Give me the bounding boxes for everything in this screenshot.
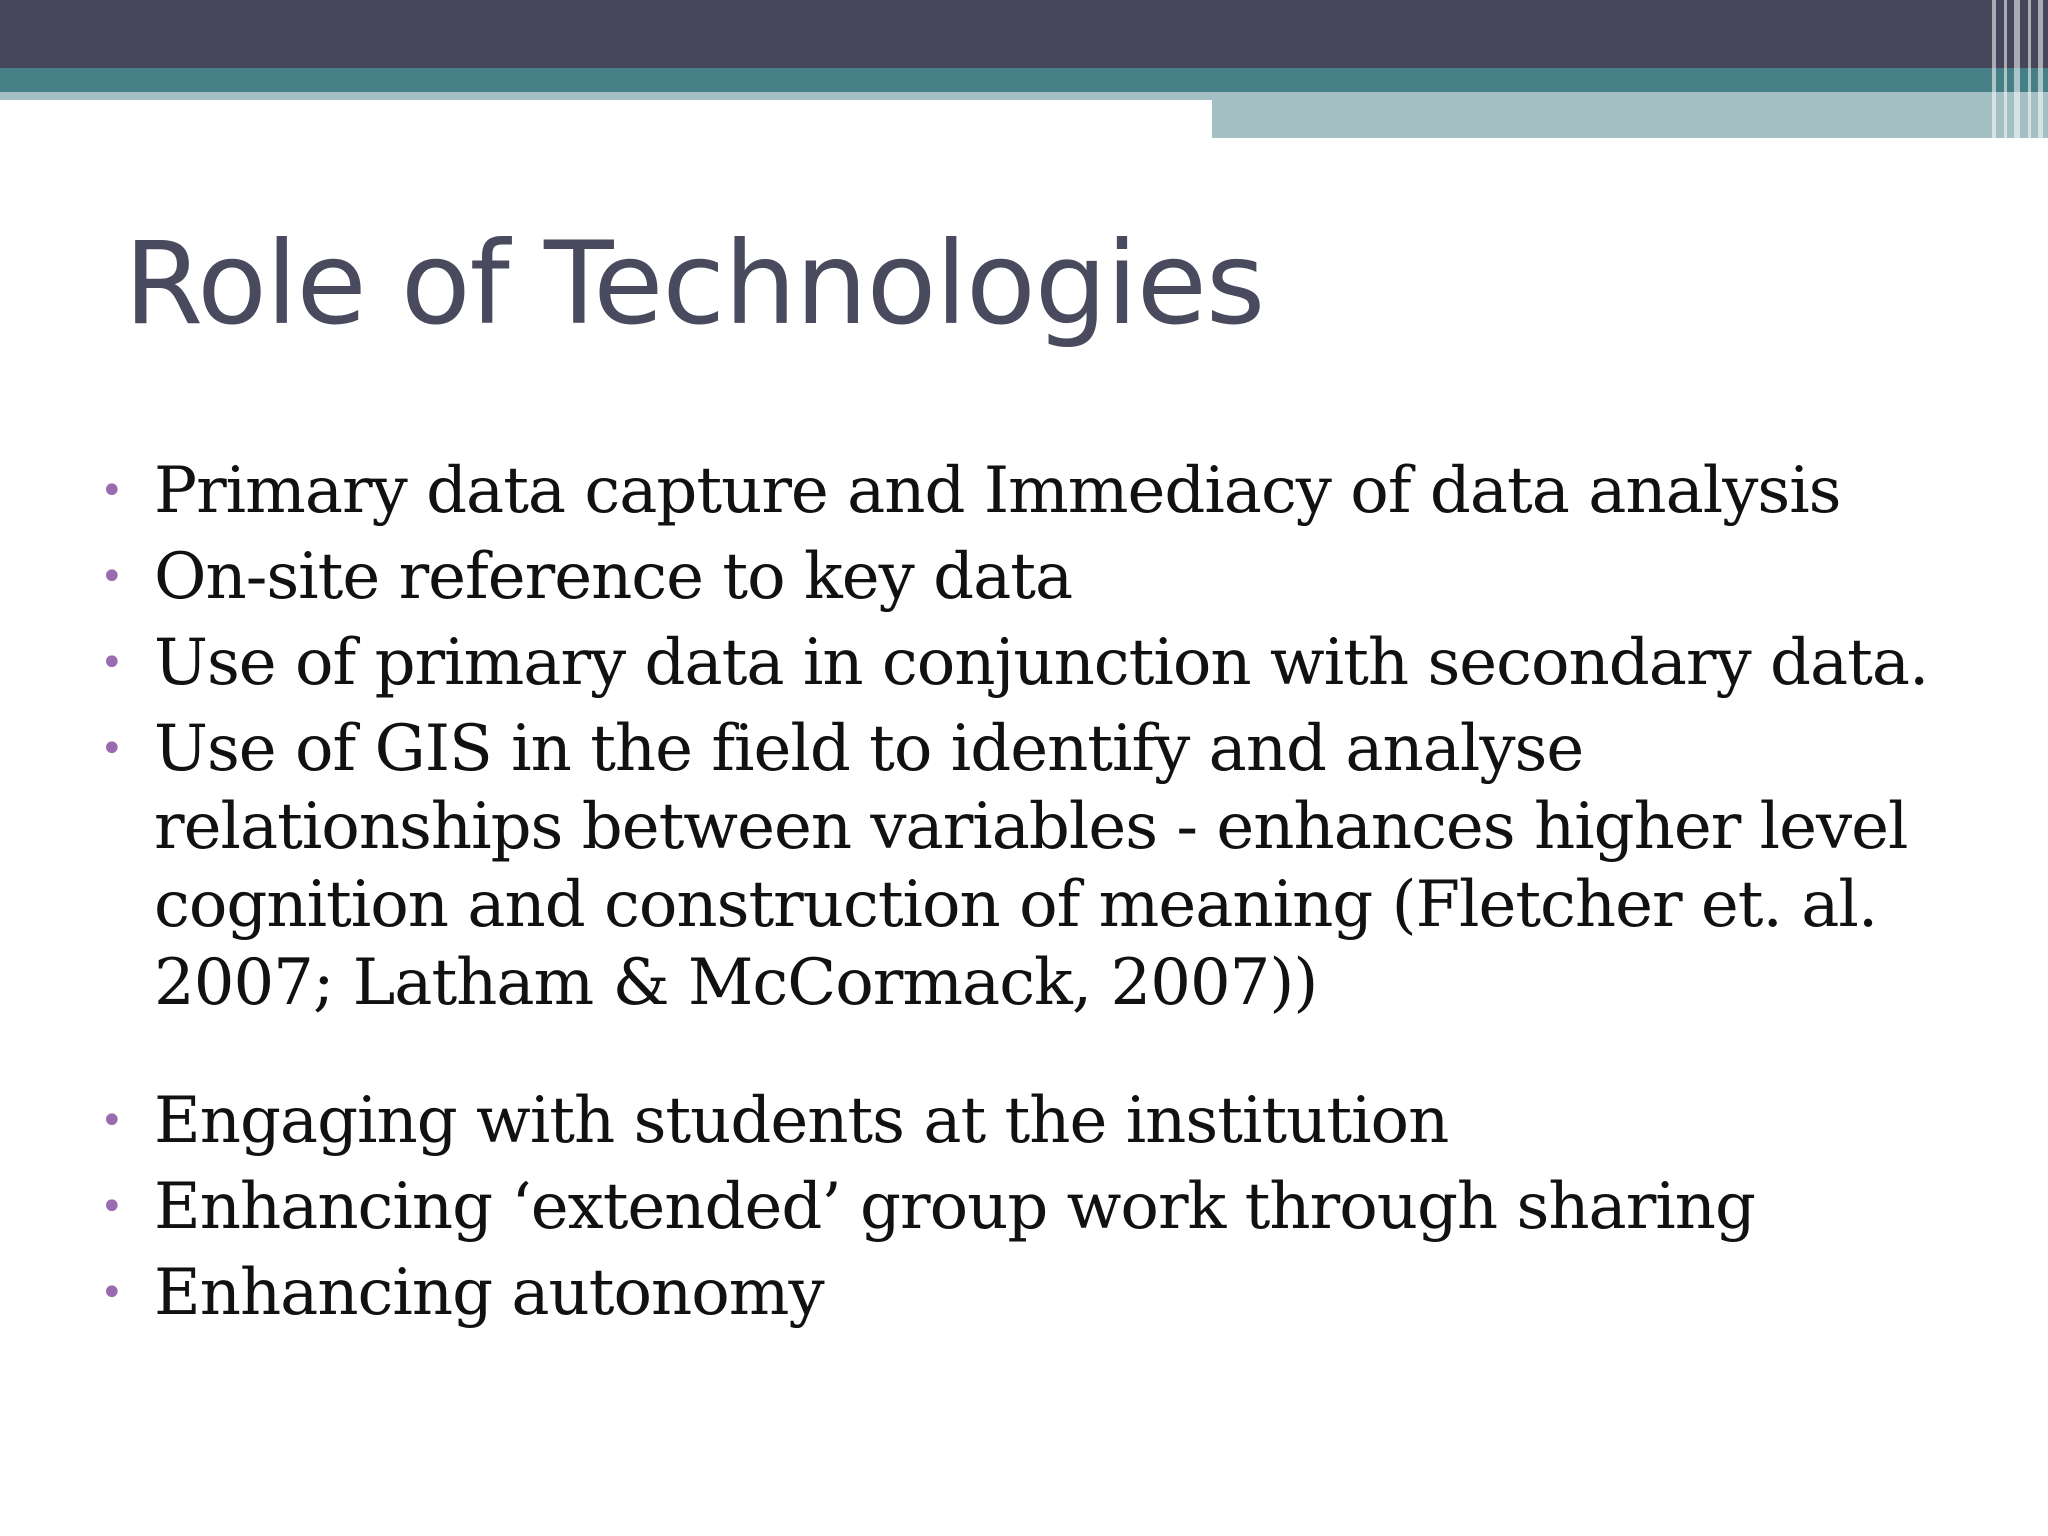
edge-line bbox=[2014, 0, 2020, 138]
bullet-text: Enhancing ‘extended’ group work through sharing bbox=[154, 1170, 1755, 1244]
header-edge-lines bbox=[1986, 0, 2048, 138]
bullet-item bbox=[96, 710, 1996, 1022]
edge-line bbox=[2038, 0, 2043, 138]
bullet-dot-icon: • bbox=[100, 726, 123, 772]
bullet-dot-icon: • bbox=[100, 1184, 123, 1230]
header-band-light-left bbox=[0, 92, 1212, 100]
bullet-text: Enhancing autonomy bbox=[154, 1256, 824, 1330]
bullet-list bbox=[96, 452, 1996, 1340]
edge-line bbox=[2028, 0, 2031, 138]
bullet-item bbox=[96, 1082, 1996, 1160]
bullet-item bbox=[96, 1168, 1996, 1246]
bullet-dot-icon: • bbox=[100, 1270, 123, 1316]
bullet-text: On-site reference to key data bbox=[154, 540, 1073, 614]
bullet-item bbox=[96, 1254, 1996, 1332]
bullet-dot-icon: • bbox=[100, 554, 123, 600]
bullet-dot-icon: • bbox=[100, 640, 123, 686]
bullet-text: Use of GIS in the field to identify and analyse relationships between variables - enhances higher level cognition and construction of meaning (Fletcher et. al. 2007; Latham & McCormack, 2007)) bbox=[154, 712, 1908, 1020]
bullet-text: Engaging with students at the institution bbox=[154, 1084, 1449, 1158]
header-band-light-right bbox=[1212, 92, 2048, 138]
bullet-text: Use of primary data in conjunction with secondary data. bbox=[154, 626, 1929, 700]
bullet-text: Primary data capture and Immediacy of data analysis bbox=[154, 454, 1841, 528]
edge-line bbox=[1992, 0, 1996, 138]
bullet-item bbox=[96, 624, 1996, 702]
header-band-teal bbox=[0, 68, 2048, 92]
header-band-dark bbox=[0, 0, 2048, 68]
bullet-dot-icon: • bbox=[100, 468, 123, 514]
bullet-item bbox=[96, 452, 1996, 530]
bullet-dot-icon: • bbox=[100, 1098, 123, 1144]
bullet-item bbox=[96, 538, 1996, 616]
edge-line bbox=[2004, 0, 2007, 138]
slide-title: Role of Technologies bbox=[124, 217, 1265, 350]
